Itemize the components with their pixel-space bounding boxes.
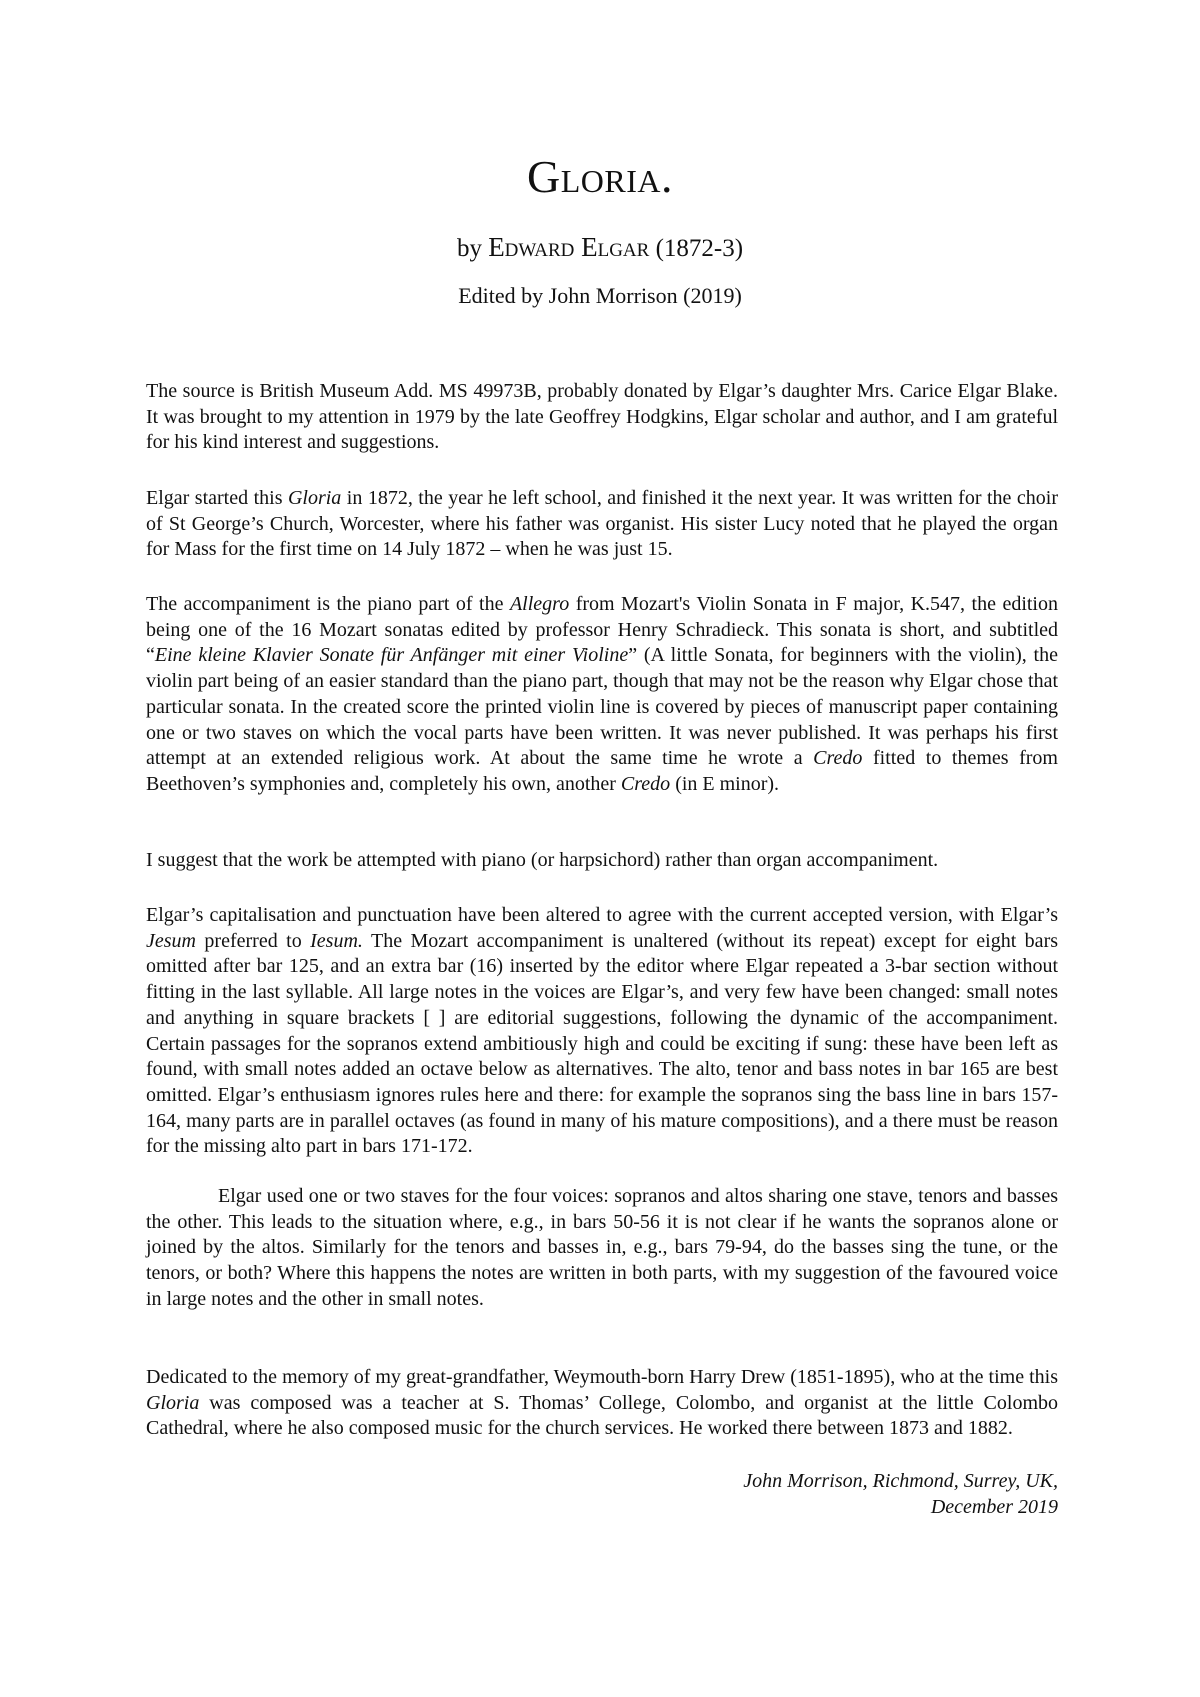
paragraph-dedication: Dedicated to the memory of my great-grandfather, Weymouth-born Harry Drew (1851-1895), who at the time this Gloria was composed was a teacher at S. Thomas’ College, Colombo, and organist at the little Colombo Cathedral, where he also composed music for the church services. He worked there between 1873 and 1882. (146, 1366, 1058, 1440)
paragraph-voices: Elgar used one or two staves for the four voices: sopranos and altos sharing one stave, tenors and basses the other. This leads to the situation where, e.g., in bars 50-56 it is not clear if he wants the sopranos alone or joined by the altos. Similarly for the tenors and basses in, e.g., bars 79-94, do the basses sing the tune, or the tenors, or both? Where this happens the notes are written in both parts, with my suggestion of the favoured voice in large notes and the other in small notes. (146, 1185, 1058, 1310)
paragraph-suggestion: I suggest that the work be attempted with piano (or harpsichord) rather than organ accompaniment. (146, 849, 939, 871)
editor-line: Edited by John Morrison (2019) (458, 283, 742, 308)
paragraph-source: The source is British Museum Add. MS 49973B, probably donated by Elgar’s daughter Mrs. Carice Elgar Blake. It was brought to my attention in 1979 by the late Geoffrey Hodgkins, Elgar scholar and author, and I am grateful for his kind interest and suggestions. (146, 380, 1058, 454)
signature-line-2: December 2019 (930, 1496, 1058, 1518)
composer-byline (0, 232, 1200, 263)
composer-name: Edward Elgar (488, 232, 650, 262)
signature-line-1: John Morrison, Richmond, Surrey, UK, (743, 1470, 1058, 1492)
paragraph-accompaniment: The accompaniment is the piano part of the Allegro from Mozart's Violin Sonata in F major, K.547, the edition being one of the 16 Mozart sonatas edited by professor Henry Schradieck. This sonata is short, and subtitled “Eine kleine Klavier Sonate für Anfänger mit einer Violine” (A little Sonata, for beginners with the violin), the violin part being of an easier standard than the piano part, though that may not be the reason why Elgar chose that particular sonata. In the created score the printed violin line is covered by pieces of manuscript paper containing one or two staves on which the vocal parts have been written. It was never published. It was perhaps his first attempt at an extended religious work. At about the same time he wrote a Credo fitted to themes from Beethoven’s symphonies and, completely his own, another Credo (in E minor). (146, 593, 1058, 795)
composition-dates: (1872-3) (649, 235, 744, 262)
paragraph-editorial: Elgar’s capitalisation and punctuation have been altered to agree with the current accepted version, with Elgar’s Jesum preferred to Iesum. The Mozart accompaniment is unaltered (without its repeat) except for eight bars omitted after bar 125, and an extra bar (16) inserted by the editor where Elgar repeated a 3-bar section without fitting in the last syllable. All large notes in the voices are Elgar’s, and very few have been changed: small notes and anything in square brackets [ ] are editorial suggestions, following the dynamic of the accompaniment. Certain passages for the sopranos extend ambitiously high and could be exciting if sung: these have been left as found, with small notes added an octave below as alternatives. The alto, tenor and bass notes in bar 165 are best omitted. Elgar’s enthusiasm ignores rules here and there: for example the sopranos sing the bass line in bars 157-164, many parts are in parallel octaves (as found in many of his mature compositions), and a there must be reason for the missing alto part in bars 171-172. (146, 904, 1059, 1158)
paragraph-history: Elgar started this Gloria in 1872, the year he left school, and finished it the next year. It was written for the choir of St George’s Church, Worcester, where his father was organist. His sister Lucy noted that he played the organ for Mass for the first time on 14 July 1872 – when he was just 15. (146, 487, 1058, 561)
document-title: Gloria. (527, 151, 673, 202)
byline-prefix: by (456, 235, 489, 262)
